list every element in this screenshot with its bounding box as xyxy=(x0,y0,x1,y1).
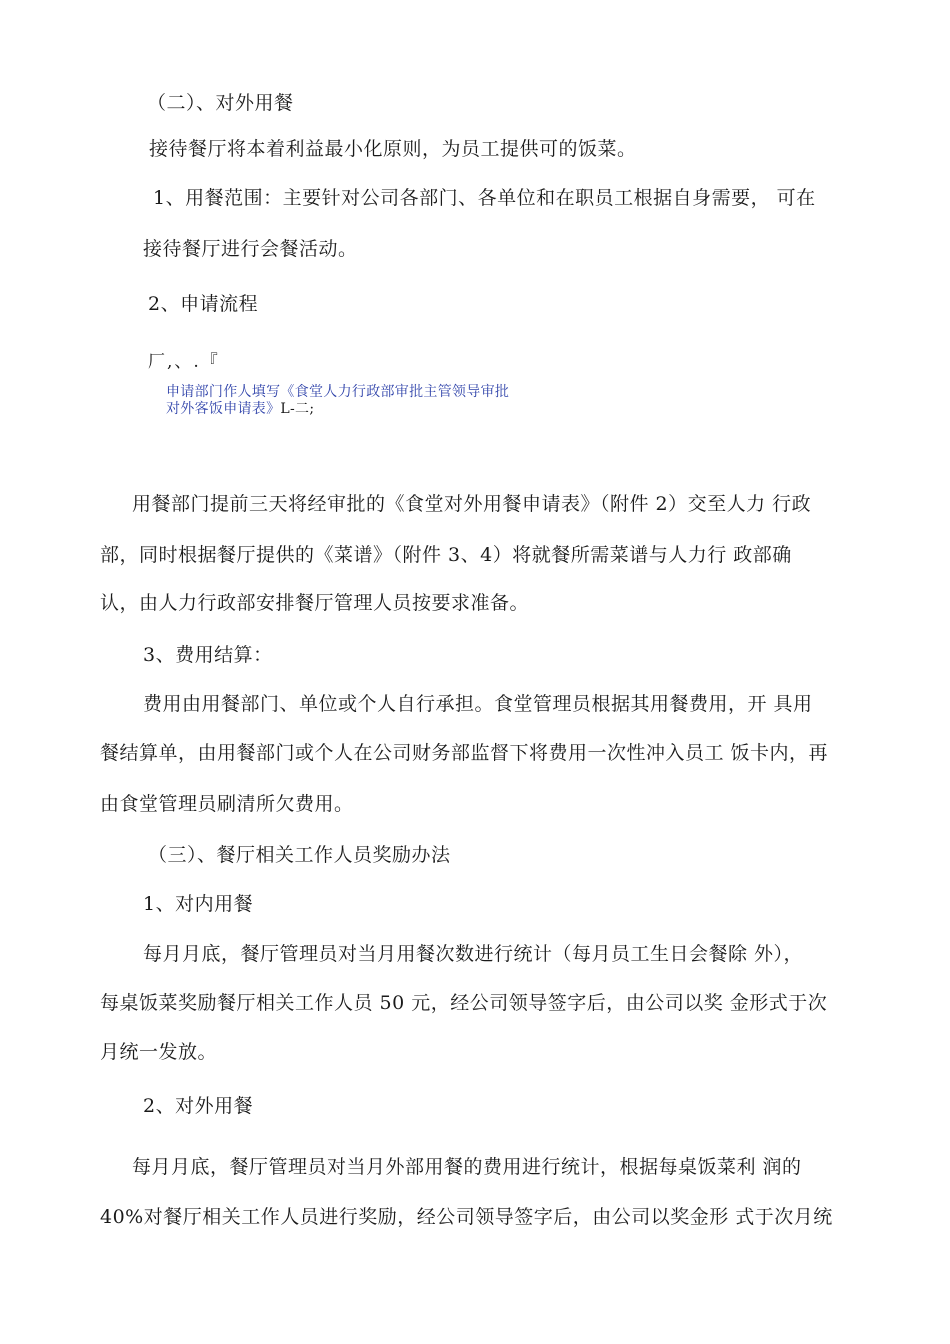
flow-diagram-artifact: 厂,、.『 xyxy=(148,352,220,372)
section-reward-heading: （三）、餐厅相关工作人员奖励办法 xyxy=(148,844,451,866)
scope-line-1: 1、用餐范围：主要针对公司各部门、各单位和在职员工根据自身需要， 可在 xyxy=(153,187,816,209)
external-paragraph-line-1: 每月月底，餐厅管理员对当月外部用餐的费用进行统计，根据每桌饭菜利 润的 xyxy=(132,1156,802,1178)
flow-diagram-line-1: 申请部门作人填写《食堂人力行政部审批主管领导审批 xyxy=(166,384,510,400)
section-external-heading: （二）、对外用餐 xyxy=(147,92,294,114)
process-paragraph-line-1: 用餐部门提前三天将经审批的《食堂对外用餐申请表》（附件 2）交至人力 行政 xyxy=(132,493,812,515)
section-external-intro: 接待餐厅将本着利益最小化原则，为员工提供可的饭菜。 xyxy=(149,138,637,160)
scope-line-2: 接待餐厅进行会餐活动。 xyxy=(143,238,358,260)
internal-dining-heading: 1、对内用餐 xyxy=(143,893,254,915)
flow-diagram-line-2 xyxy=(166,401,314,418)
external-dining-heading: 2、对外用餐 xyxy=(143,1095,254,1117)
external-paragraph-line-2: 40%对餐厅相关工作人员进行奖励，经公司领导签字后，由公司以奖金形 式于次月统 xyxy=(100,1206,833,1228)
process-paragraph-line-3: 认，由人力行政部安排餐厅管理人员按要求准备。 xyxy=(100,592,530,614)
settlement-heading: 3、费用结算： xyxy=(143,644,273,666)
settlement-paragraph-line-3: 由食堂管理员刷清所欠费用。 xyxy=(100,793,354,815)
process-heading: 2、申请流程 xyxy=(148,293,259,315)
internal-paragraph-line-3: 月统一发放。 xyxy=(100,1041,218,1063)
process-paragraph-line-2: 部，同时根据餐厅提供的《菜谱》（附件 3、4）将就餐所需菜谱与人力行 政部确 xyxy=(100,544,792,566)
settlement-paragraph-line-2: 餐结算单，由用餐部门或个人在公司财务部监督下将费用一次性冲入员工 饭卡内，再 xyxy=(100,742,829,764)
flow-diagram-line-2-blue: 对外客饭申请表》 xyxy=(166,401,281,417)
settlement-paragraph-line-1: 费用由用餐部门、单位或个人自行承担。食堂管理员根据其用餐费用，开 具用 xyxy=(143,693,813,715)
internal-paragraph-line-2: 每桌饭菜奖励餐厅相关工作人员 50 元，经公司领导签字后，由公司以奖 金形式于次 xyxy=(100,992,828,1014)
flow-diagram-line-2-tail: L-二; xyxy=(280,401,315,417)
internal-paragraph-line-1: 每月月底，餐厅管理员对当月用餐次数进行统计（每月员工生日会餐除 外）， xyxy=(143,943,804,965)
